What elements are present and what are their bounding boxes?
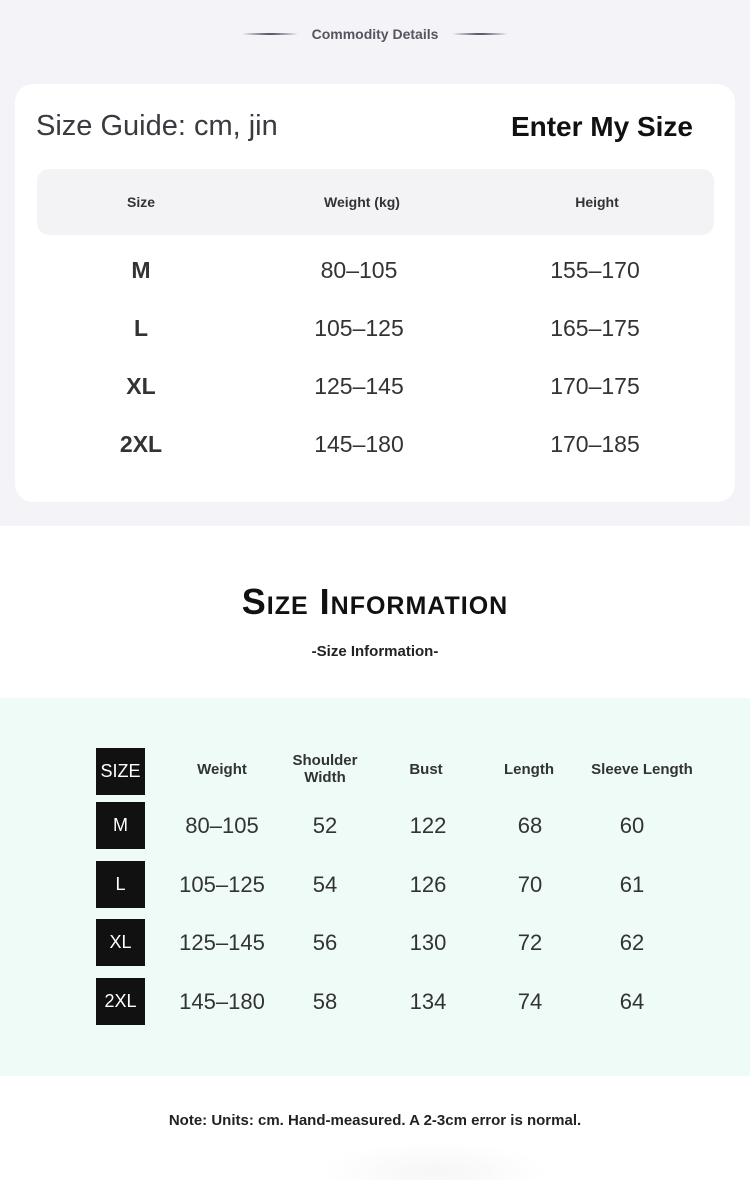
shoulder-cell: 56 xyxy=(312,930,338,955)
commodity-details-section xyxy=(0,0,750,526)
section-header-title: Commodity Details xyxy=(311,26,439,42)
column-header-weight: Weight xyxy=(197,760,247,778)
weight-cell: 145–180 xyxy=(314,431,404,457)
size-cell: 2XL xyxy=(119,431,163,457)
table-row xyxy=(37,308,714,348)
size-cell: L xyxy=(133,315,149,341)
enter-my-size-button[interactable]: Enter My Size xyxy=(510,111,693,142)
weight-cell: 125–145 xyxy=(314,373,404,399)
weight-cell: 80–105 xyxy=(320,257,398,283)
column-header-shoulder-width: Shoulder Width xyxy=(292,752,358,786)
column-header-bust: Bust xyxy=(409,760,443,778)
height-cell: 170–175 xyxy=(550,373,640,399)
weight-cell: 125–145 xyxy=(179,930,265,955)
measurement-note: Note: Units: cm. Hand-measured. A 2-3cm error is normal. xyxy=(168,1112,582,1129)
length-cell: 74 xyxy=(517,989,543,1014)
header-divider-left xyxy=(242,33,298,35)
size-information-section xyxy=(0,526,750,698)
column-header-weight: Weight (kg) xyxy=(324,194,400,210)
header-divider-right xyxy=(452,33,508,35)
size-badge-header: SIZE xyxy=(96,748,145,795)
sleeve-cell: 64 xyxy=(619,989,645,1014)
bust-cell: 130 xyxy=(409,930,447,955)
shoulder-cell: 54 xyxy=(312,872,338,897)
length-cell: 68 xyxy=(517,813,543,838)
shoulder-cell: 52 xyxy=(312,813,338,838)
size-guide-title: Size Guide: cm, jin xyxy=(36,110,278,142)
table-row xyxy=(37,366,714,406)
bust-cell: 122 xyxy=(409,813,447,838)
height-cell: 165–175 xyxy=(550,315,640,341)
bust-cell: 134 xyxy=(409,989,447,1014)
size-badge: 2XL xyxy=(96,978,145,1025)
weight-cell: 145–180 xyxy=(179,989,265,1014)
size-badge: XL xyxy=(96,919,145,966)
decorative-glow xyxy=(320,1142,550,1180)
table-row xyxy=(37,250,714,290)
size-guide-card xyxy=(15,84,735,502)
weight-cell: 105–125 xyxy=(179,872,265,897)
size-guide-table-header xyxy=(37,169,714,235)
size-badge: L xyxy=(96,861,145,908)
table-row xyxy=(37,424,714,464)
shoulder-cell: 58 xyxy=(312,989,338,1014)
section-header xyxy=(0,22,750,46)
size-information-title: Size Information xyxy=(241,581,509,622)
bust-cell: 126 xyxy=(409,872,447,897)
sleeve-cell: 60 xyxy=(619,813,645,838)
size-information-subtitle: -Size Information- xyxy=(311,643,439,660)
length-cell: 72 xyxy=(517,930,543,955)
weight-cell: 80–105 xyxy=(185,813,259,838)
measurement-table xyxy=(0,698,750,1076)
size-cell: XL xyxy=(126,373,156,399)
column-header-height: Height xyxy=(575,194,619,210)
height-cell: 170–185 xyxy=(550,431,640,457)
column-header-length: Length xyxy=(504,760,554,778)
sleeve-cell: 61 xyxy=(619,872,645,897)
column-header-size: Size xyxy=(126,194,155,210)
height-cell: 155–170 xyxy=(550,257,640,283)
column-header-sleeve-length: Sleeve Length xyxy=(591,760,693,778)
size-cell: M xyxy=(131,257,151,283)
length-cell: 70 xyxy=(517,872,543,897)
size-badge: M xyxy=(96,802,145,849)
sleeve-cell: 62 xyxy=(619,930,645,955)
weight-cell: 105–125 xyxy=(314,315,404,341)
